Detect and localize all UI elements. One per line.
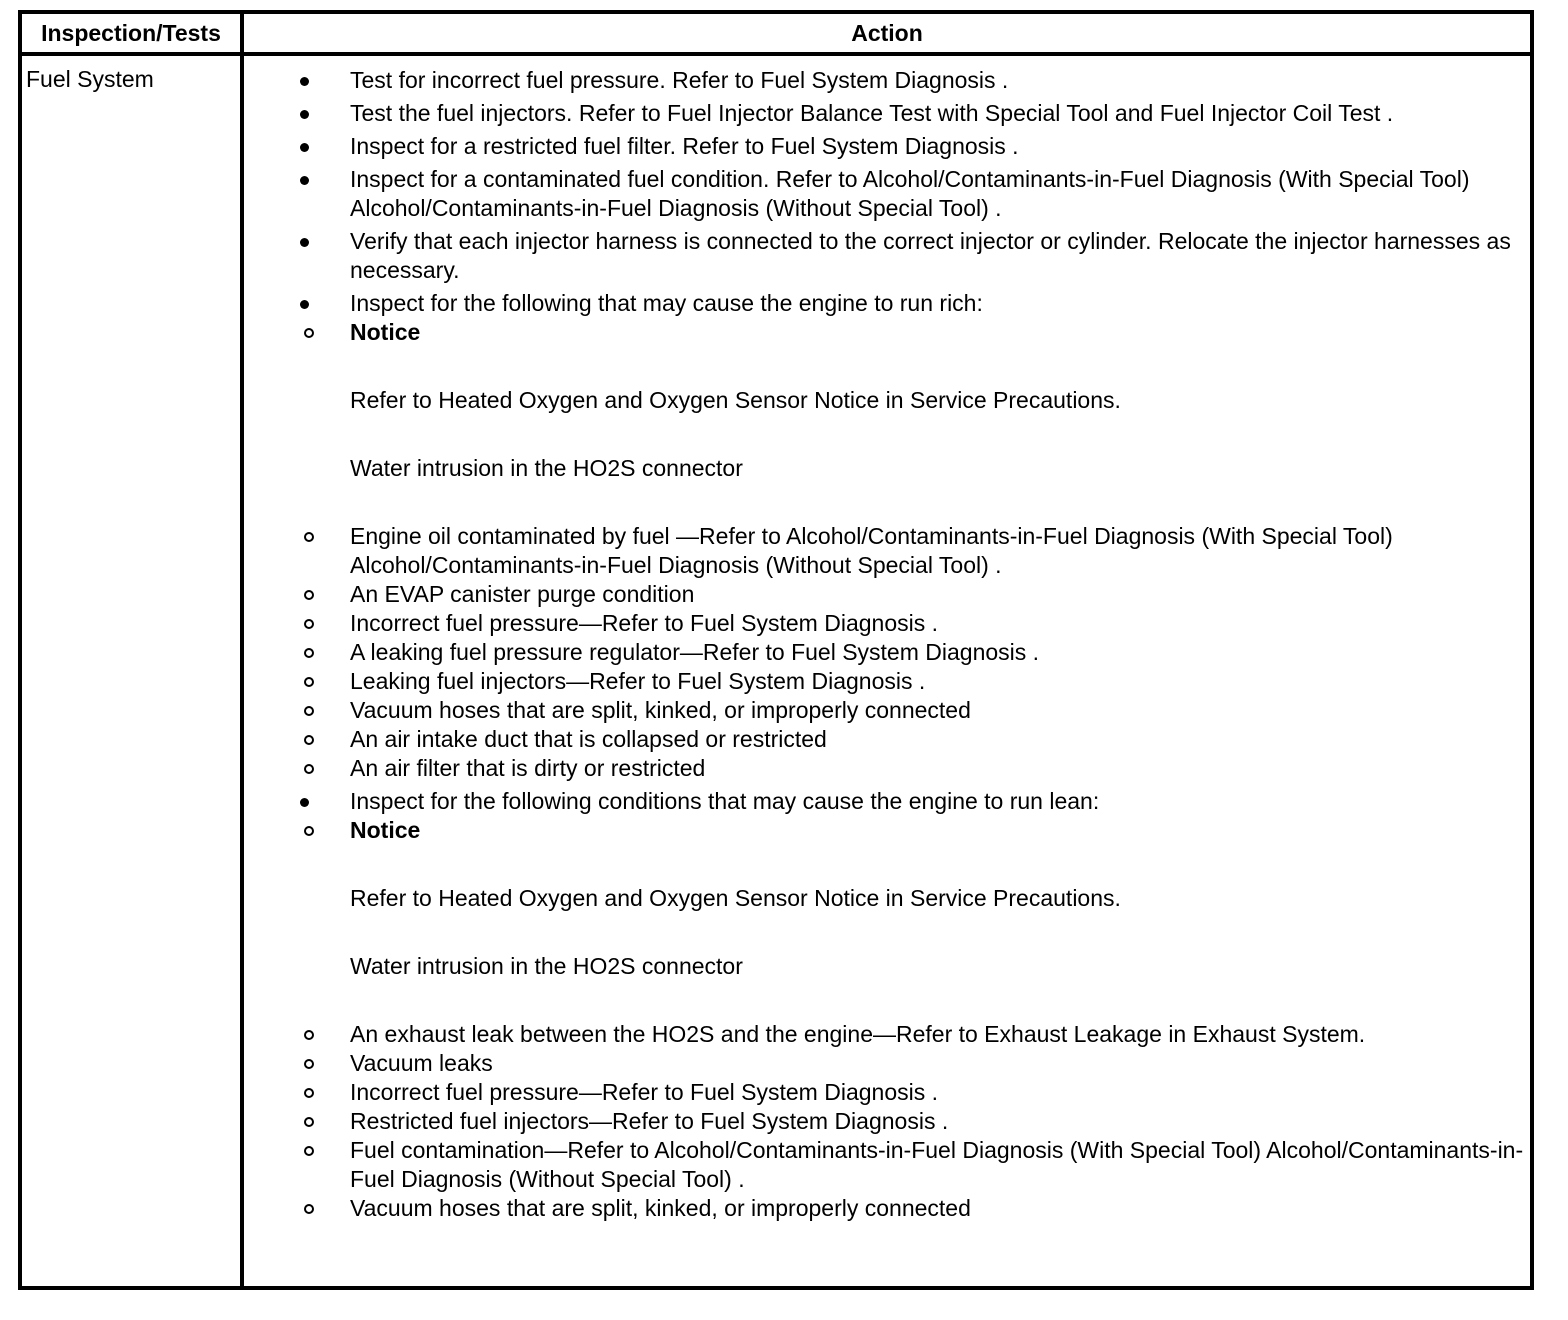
sub-list-item: Engine oil contaminated by fuel —Refer to Alcohol/Contaminants-in-Fuel Diagnosis (With Special Tool) Alcohol/Contaminants-in-Fuel Diagnosis (Without Special Tool) . bbox=[250, 522, 1524, 580]
circle-bullet-icon bbox=[304, 1146, 314, 1156]
list-item: Test the fuel injectors. Refer to Fuel Injector Balance Test with Special Tool and Fuel Injector Coil Test . bbox=[244, 99, 1524, 128]
circle-bullet-icon bbox=[304, 619, 314, 629]
notice-text: Refer to Heated Oxygen and Oxygen Sensor Notice in Service Precautions. bbox=[350, 387, 1121, 413]
list-item: Test for incorrect fuel pressure. Refer to Fuel System Diagnosis . bbox=[244, 66, 1524, 95]
circle-bullet-icon bbox=[304, 1088, 314, 1098]
circle-bullet-icon bbox=[304, 328, 314, 338]
notice-title: Notice bbox=[350, 817, 421, 843]
circle-bullet-icon bbox=[304, 1059, 314, 1069]
circle-bullet-icon bbox=[304, 1117, 314, 1127]
header-action: Action bbox=[851, 20, 923, 46]
notice-item bbox=[250, 318, 1524, 522]
sub-list-item: An exhaust leak between the HO2S and the engine—Refer to Exhaust Leakage in Exhaust System. bbox=[250, 1020, 1524, 1049]
bullet-icon bbox=[300, 238, 309, 247]
circle-bullet-icon bbox=[304, 826, 314, 836]
sub-list-item: An air intake duct that is collapsed or restricted bbox=[250, 725, 1524, 754]
sub-list-item: A leaking fuel pressure regulator—Refer to Fuel System Diagnosis . bbox=[250, 638, 1524, 667]
notice-text: Water intrusion in the HO2S connector bbox=[350, 455, 743, 481]
circle-bullet-icon bbox=[304, 1204, 314, 1214]
sub-list-item: Incorrect fuel pressure—Refer to Fuel System Diagnosis . bbox=[250, 1078, 1524, 1107]
diagnosis-table bbox=[18, 10, 1534, 1290]
lean-sublist bbox=[350, 816, 1524, 1223]
sub-list-item: An EVAP canister purge condition bbox=[250, 580, 1524, 609]
sub-list-item: Leaking fuel injectors—Refer to Fuel System Diagnosis . bbox=[250, 667, 1524, 696]
circle-bullet-icon bbox=[304, 590, 314, 600]
sub-list-item: Vacuum hoses that are split, kinked, or improperly connected bbox=[250, 1194, 1524, 1223]
list-item: Inspect for a restricted fuel filter. Refer to Fuel System Diagnosis . bbox=[244, 132, 1524, 161]
sub-list-item: An air filter that is dirty or restricted bbox=[250, 754, 1524, 783]
list-item: Verify that each injector harness is connected to the correct injector or cylinder. Relocate the injector harnesses as necessary. bbox=[244, 227, 1524, 285]
list-item: Inspect for a contaminated fuel condition. Refer to Alcohol/Contaminants-in-Fuel Diagnosis (With Special Tool) Alcohol/Contaminants-in-Fuel Diagnosis (Without Special Tool) . bbox=[244, 165, 1524, 223]
circle-bullet-icon bbox=[304, 735, 314, 745]
bullet-icon bbox=[300, 176, 309, 185]
action-list bbox=[244, 66, 1524, 1227]
header-inspection-tests: Inspection/Tests bbox=[41, 20, 221, 46]
circle-bullet-icon bbox=[304, 764, 314, 774]
header-divider bbox=[22, 52, 1530, 56]
sub-list-item: Restricted fuel injectors—Refer to Fuel System Diagnosis . bbox=[250, 1107, 1524, 1136]
sub-list-item: Incorrect fuel pressure—Refer to Fuel System Diagnosis . bbox=[250, 609, 1524, 638]
sub-list-item: Vacuum leaks bbox=[250, 1049, 1524, 1078]
circle-bullet-icon bbox=[304, 532, 314, 542]
notice-text: Water intrusion in the HO2S connector bbox=[350, 953, 743, 979]
bullet-icon bbox=[300, 110, 309, 119]
sub-list-item: Vacuum hoses that are split, kinked, or improperly connected bbox=[250, 696, 1524, 725]
circle-bullet-icon bbox=[304, 648, 314, 658]
bullet-icon bbox=[300, 300, 309, 309]
bullet-icon bbox=[300, 143, 309, 152]
lean-conditions-item: Inspect for the following conditions that may cause the engine to run lean: Notice Refer to Heated Oxygen and Oxygen Sensor Notice in Service Precautions. Water intrusion in the HO2S connector An exhaust leak between the HO2S and the engine—Refer to Exhaust Leakage in Exhaust System. Vacuum leaks Incorrect fuel pressure—Refer to Fuel System Diagnosis . Restricted fuel injectors—Refer to Fuel System Diagnosis . Fuel contamination—Refer to Alcohol/Contaminants-in-Fuel Diagnosis (With Special Tool) Alcohol/Contaminants-in-Fuel Diagnosis (Without Special Tool) . Vacuum hoses that are split, kinked, or improperly connected bbox=[244, 787, 1524, 1223]
bullet-icon bbox=[300, 77, 309, 86]
rich-conditions-item: Inspect for the following that may cause the engine to run rich: Notice Refer to Heated Oxygen and Oxygen Sensor Notice in Service Precautions. Water intrusion in the HO2S connector Engine oil contaminated by fuel —Refer to Alcohol/Contaminants-in-Fuel Diagnosis (With Special Tool) Alcohol/Contaminants-in-Fuel Diagnosis (Without Special Tool) . An EVAP canister purge condition Incorrect fuel pressure—Refer to Fuel System Diagnosis . A leaking fuel pressure regulator—Refer to Fuel System Diagnosis . Leaking fuel injectors—Refer to Fuel System Diagnosis . Vacuum hoses that are split, kinked, or improperly connected An air intake duct that is collapsed or restricted An air filter that is dirty or restricted bbox=[244, 289, 1524, 783]
notice-text: Refer to Heated Oxygen and Oxygen Sensor Notice in Service Precautions. bbox=[350, 885, 1121, 911]
circle-bullet-icon bbox=[304, 677, 314, 687]
circle-bullet-icon bbox=[304, 706, 314, 716]
bullet-icon bbox=[300, 798, 309, 807]
category-cell: Fuel System bbox=[26, 66, 154, 92]
rich-sublist bbox=[350, 318, 1524, 783]
circle-bullet-icon bbox=[304, 1030, 314, 1040]
notice-item bbox=[250, 816, 1524, 1020]
sub-list-item: Fuel contamination—Refer to Alcohol/Contaminants-in-Fuel Diagnosis (With Special Tool) Alcohol/Contaminants-in-Fuel Diagnosis (Without Special Tool) . bbox=[250, 1136, 1524, 1194]
notice-title: Notice bbox=[350, 319, 421, 345]
